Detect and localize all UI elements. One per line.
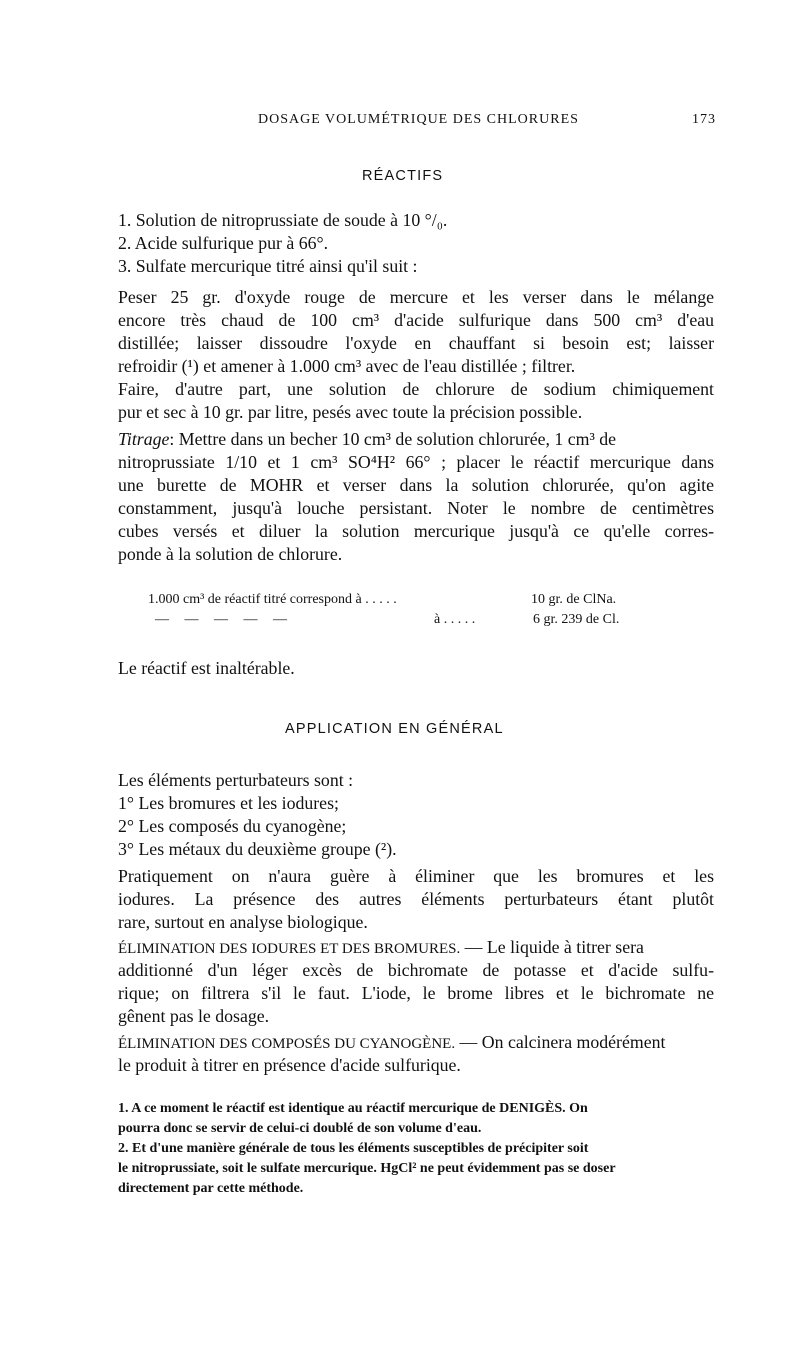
elimination-iodides-label: ÉLIMINATION DES IODURES ET DES BROMURES. — [118, 941, 461, 957]
paragraph-line: Faire, d'autre part, une solution de chlorure de sodium chimiquement — [118, 379, 714, 399]
elimination-first-line — [118, 936, 714, 959]
table-row-2-left: à . . . . . — [434, 612, 476, 627]
paragraph-line: iodures. La présence des autres éléments perturbateurs étant plutôt — [118, 889, 714, 909]
section-heading-reactifs: RÉACTIFS — [362, 168, 444, 184]
footnote-line: 2. Et d'une manière générale de tous les éléments susceptibles de précipiter soit — [118, 1141, 589, 1156]
footnote-line: le nitroprussiate, soit le sulfate mercurique. HgCl² ne peut évidemment pas se doser — [118, 1161, 616, 1176]
reagent-item-2: 2. Acide sulfurique pur à 66°. — [118, 233, 329, 253]
section-heading-application: APPLICATION EN GÉNÉRAL — [285, 721, 504, 737]
paragraph-line: cubes versés et diluer la solution mercurique jusqu'à ce qu'elle corres- — [118, 521, 714, 541]
reagent-item-3: 3. Sulfate mercurique titré ainsi qu'il suit : — [118, 256, 418, 276]
paragraph-line: rare, surtout en analyse biologique. — [118, 912, 368, 932]
elimination-cyanogen-label: ÉLIMINATION DES COMPOSÉS DU CYANOGÈNE. — [118, 1036, 456, 1052]
paragraph-line: ponde à la solution de chlorure. — [118, 544, 343, 564]
table-row-1-left: 1.000 cm³ de réactif titré correspond à . . . . . — [148, 592, 397, 607]
paragraph-line: encore très chaud de 100 cm³ d'acide sulfurique dans 500 cm³ d'eau — [118, 310, 714, 330]
perturbators-list — [118, 769, 714, 861]
paragraph-line: additionné d'un léger excès de bichromate de potasse et d'acide sulfu- — [118, 960, 714, 980]
paragraph-line: constamment, jusqu'à louche persistant. Noter le nombre de centimètres — [118, 498, 714, 518]
reagent-list — [118, 209, 714, 278]
titrage-paragraph — [118, 428, 714, 566]
closing-line: Le réactif est inaltérable. — [118, 658, 295, 678]
equivalence-table — [0, 592, 800, 632]
paragraph-line: — On calcinera modérément — [455, 1032, 666, 1052]
paragraph-line: : Mettre dans un becher 10 cm³ de solution chlorurée, 1 cm³ de — [169, 429, 617, 449]
list-intro: Les éléments perturbateurs sont : — [118, 770, 354, 790]
table-row-2-dashes: — — — — — — [155, 612, 293, 627]
footnotes — [118, 1099, 714, 1199]
paragraph-line: rique; on filtrera s'il le faut. L'iode, le brome libres et le bichromate ne — [118, 983, 714, 1003]
paragraph-line: Peser 25 gr. d'oxyde rouge de mercure et les verser dans le mélange — [118, 287, 714, 307]
list-item: 3° Les métaux du deuxième groupe (²). — [118, 839, 397, 859]
preparation-paragraph — [118, 286, 714, 424]
paragraph-line: gênent pas le dosage. — [118, 1006, 270, 1026]
footnote-line: pourra donc se servir de celui-ci doublé de son volume d'eau. — [118, 1121, 482, 1136]
paragraph-line: — Le liquide à titrer sera — [460, 937, 644, 957]
paragraph-line: distillée; laisser dissoudre l'oxyde en chauffant si besoin est; laisser — [118, 333, 714, 353]
titrage-label: Titrage — [118, 429, 170, 449]
practical-paragraph — [118, 865, 714, 934]
page-number: 173 — [692, 112, 716, 127]
list-item: 2° Les composés du cyanogène; — [118, 816, 347, 836]
titrage-first-line — [118, 428, 714, 451]
paragraph-line: une burette de MOHR et verser dans la solution chlorurée, qu'on agite — [118, 475, 714, 495]
paragraph-line: le produit à titrer en présence d'acide sulfurique. — [118, 1055, 461, 1075]
elimination-iodides-paragraph — [118, 936, 714, 1028]
footnote-line: 1. A ce moment le réactif est identique au réactif mercurique de DENIGÈS. On — [118, 1101, 588, 1116]
footnote-line: directement par cette méthode. — [118, 1181, 304, 1196]
list-item: 1° Les bromures et les iodures; — [118, 793, 339, 813]
running-head-title: DOSAGE VOLUMÉTRIQUE DES CHLORURES — [258, 112, 579, 127]
reagent-item-1: 1. Solution de nitroprussiate de soude à 10 °/₀. — [118, 210, 448, 230]
paragraph-line: Pratiquement on n'aura guère à éliminer que les bromures et les — [118, 866, 714, 886]
table-row-1-right: 10 gr. de ClNa. — [531, 592, 617, 607]
paragraph-line: nitroprussiate 1/10 et 1 cm³ SO⁴H² 66° ; placer le réactif mercurique dans — [118, 452, 714, 472]
paragraph-line: refroidir (¹) et amener à 1.000 cm³ avec de l'eau distillée ; filtrer. — [118, 356, 576, 376]
table-row-2-right: 6 gr. 239 de Cl. — [533, 612, 620, 627]
elimination-first-line — [118, 1031, 714, 1054]
elimination-cyanogen-paragraph — [118, 1031, 714, 1077]
paragraph-line: pur et sec à 10 gr. par litre, pesés avec toute la précision possible. — [118, 402, 583, 422]
